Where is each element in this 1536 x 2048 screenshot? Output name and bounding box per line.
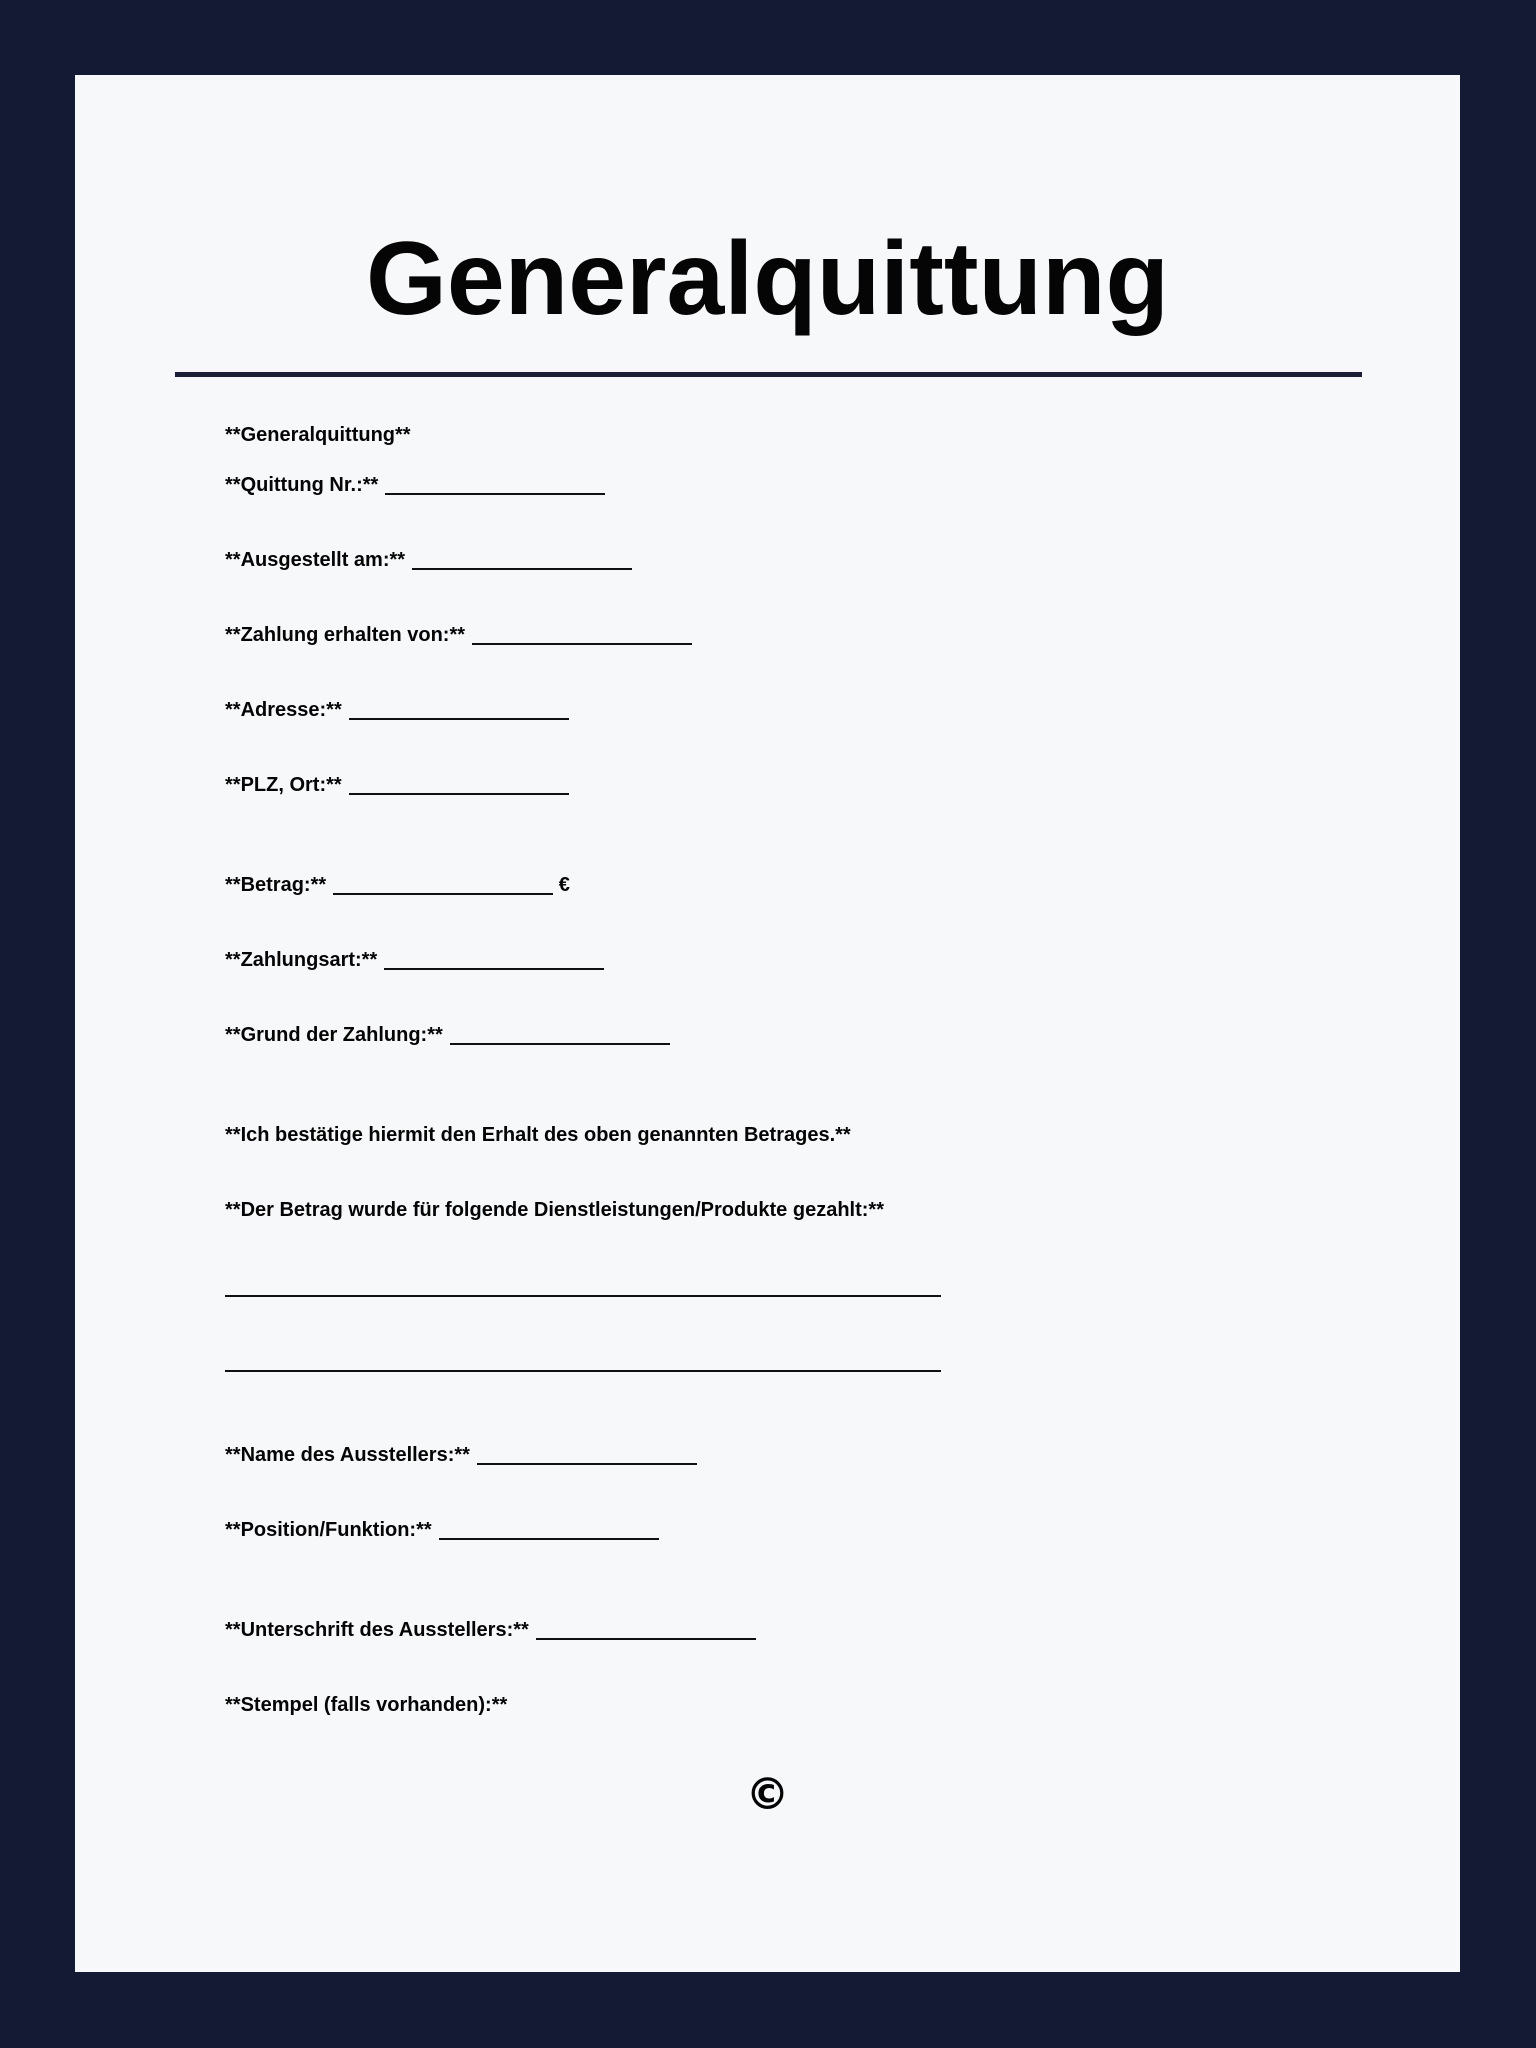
currency-symbol: € — [558, 874, 570, 896]
title-divider — [175, 372, 1362, 377]
issuer-name-row — [225, 1443, 697, 1467]
received-from-field[interactable] — [472, 643, 692, 645]
issuer-signature-label: **Unterschrift des Ausstellers:** — [225, 1619, 529, 1641]
issued-on-label: **Ausgestellt am:** — [225, 549, 406, 571]
address-label: **Adresse:** — [225, 699, 342, 721]
address-row — [225, 698, 569, 722]
zip-city-field[interactable] — [349, 793, 569, 795]
issuer-position-field[interactable] — [439, 1538, 659, 1540]
payment-method-row — [225, 948, 604, 972]
payment-reason-row — [225, 1023, 670, 1047]
payment-method-field[interactable] — [384, 968, 604, 970]
zip-city-row — [225, 773, 569, 797]
issuer-signature-row — [225, 1618, 756, 1642]
received-from-label: **Zahlung erhalten von:** — [225, 624, 466, 646]
copyright-icon: © — [745, 1769, 790, 1820]
issuer-name-field[interactable] — [477, 1463, 697, 1465]
services-statement: **Der Betrag wurde für folgende Dienstleistungen/Produkte gezahlt:** — [225, 1199, 884, 1221]
payment-reason-field[interactable] — [450, 1043, 670, 1045]
amount-field[interactable] — [333, 893, 553, 895]
issuer-name-label: **Name des Ausstellers:** — [225, 1444, 470, 1466]
services-line-2[interactable] — [225, 1370, 941, 1372]
amount-row — [225, 873, 570, 897]
receipt-number-field[interactable] — [385, 493, 605, 495]
issuer-signature-field[interactable] — [536, 1638, 756, 1640]
issuer-position-label: **Position/Funktion:** — [225, 1519, 432, 1541]
received-from-row — [225, 623, 692, 647]
issued-on-field[interactable] — [412, 568, 632, 570]
stamp-label: **Stempel (falls vorhanden):** — [225, 1694, 508, 1716]
payment-reason-label: **Grund der Zahlung:** — [225, 1024, 443, 1046]
confirmation-statement: **Ich bestätige hiermit den Erhalt des oben genannten Betrages.** — [225, 1124, 851, 1146]
issued-on-row — [225, 548, 632, 572]
receipt-number-label: **Quittung Nr.:** — [225, 474, 379, 496]
zip-city-label: **PLZ, Ort:** — [225, 774, 342, 796]
form-heading: **Generalquittung** — [225, 424, 411, 446]
services-line-1[interactable] — [225, 1295, 941, 1297]
receipt-page — [75, 75, 1460, 1972]
payment-method-label: **Zahlungsart:** — [225, 949, 378, 971]
issuer-position-row — [225, 1518, 659, 1542]
address-field[interactable] — [349, 718, 569, 720]
receipt-number-row — [225, 473, 605, 497]
document-title: Generalquittung — [365, 221, 1170, 337]
amount-label: **Betrag:** — [225, 874, 327, 896]
